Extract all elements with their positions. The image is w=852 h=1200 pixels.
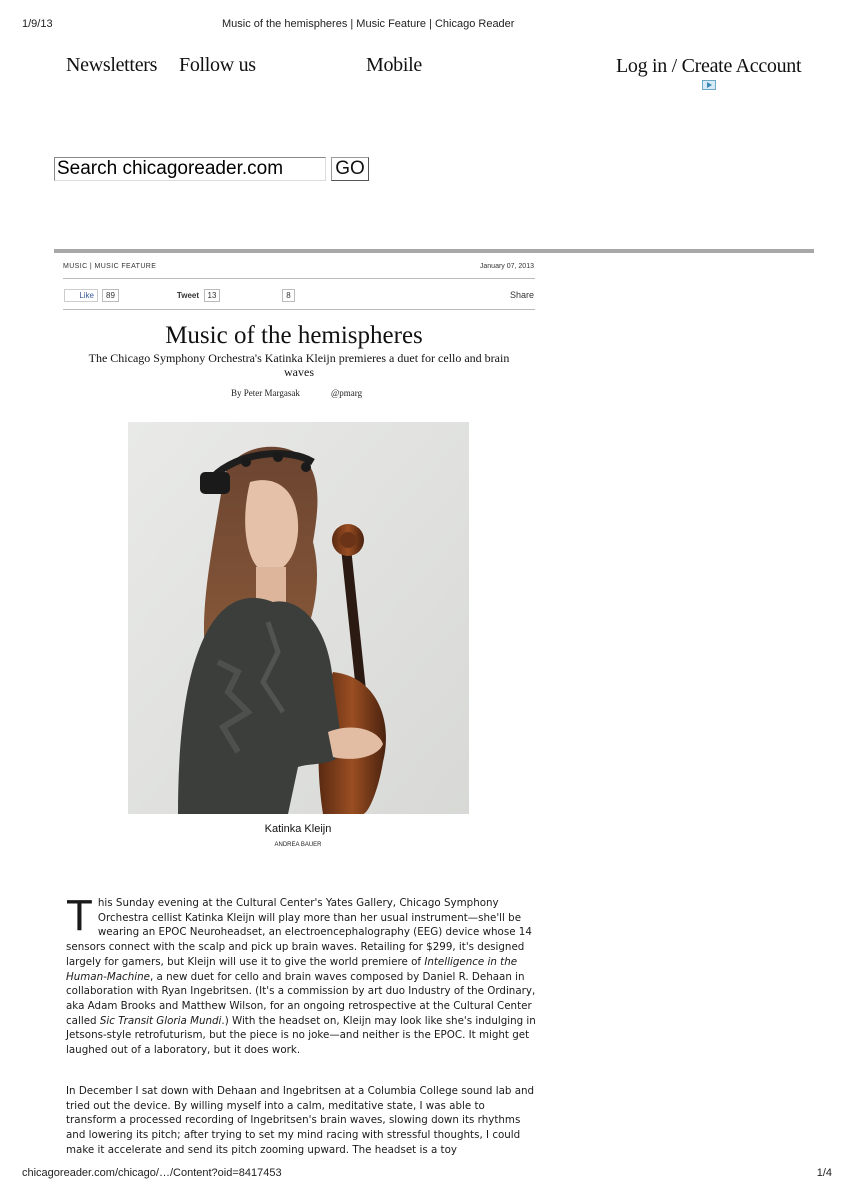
para1-text-b: , a new duet for cello and brain waves composed by Daniel R. Dehaan in collaboration with Ryan Ingebritsen. (It's a commission by art duo Industry of the Ordinary, aka Adam Brooks and Matthew Wilson, for an ongoing retrospective at the Cultural Center called [66, 970, 536, 1027]
print-title: Music of the hemispheres | Music Feature | Chicago Reader [222, 18, 515, 30]
para1-text-a: his Sunday evening at the Cultural Center's Yates Gallery, Chicago Symphony Orchestra cellist Katinka Kleijn will play more than her usual instrument—she'll be wearing an EPOC Neuroheadset, an electroencephalography (EEG) device whose 14 sensors connect with the scalp and pick up brain waves. Retailing for $299, it's designed largely for gamers, but Kleijn will use it to give the world premiere of [66, 897, 532, 968]
photo-credit: ANDREA BAUER [274, 842, 322, 848]
section-divider [54, 249, 814, 253]
login-link[interactable]: Log in / Create Account [616, 55, 802, 77]
social-divider [63, 309, 535, 310]
print-date: 1/9/13 [22, 18, 53, 30]
tweet-button[interactable]: Tweet [176, 291, 199, 300]
print-url: chicagoreader.com/chicago/…/Content?oid=8417453 [22, 1167, 282, 1179]
like-count: 89 [102, 289, 119, 302]
drop-cap: T [66, 891, 93, 940]
para2-text: In December I sat down with Dehaan and Ingebritsen at a Columbia College sound lab and tried out the device. By willing myself into a calm, meditative state, I was able to transform a processed recording of Ingebritsen's brain waves, slowing down its rhythms and lowering its pitch; after trying to set my mind racing with stressful thoughts, I could make it accelerate and send its pitch zooming upward. The headset is a toy [66, 1085, 535, 1156]
article-paragraph-2 [66, 1084, 536, 1158]
go-button[interactable]: GO [331, 157, 369, 181]
share-link[interactable]: Share [509, 290, 534, 300]
follow-us-link[interactable]: Follow us [179, 54, 256, 76]
photo-caption: Katinka Kleijn [264, 823, 332, 835]
tweet-count: 13 [204, 289, 220, 302]
print-page-number: 1/4 [816, 1167, 832, 1179]
plusone-count: 8 [282, 289, 295, 302]
newsletters-link[interactable]: Newsletters [66, 54, 158, 76]
facebook-like-button[interactable]: Like [64, 289, 98, 302]
cellist-photo [128, 422, 469, 814]
article-date: January 07, 2013 [479, 263, 534, 270]
article-dek: The Chicago Symphony Orchestra's Katinka Kleijn premieres a duet for cello and brain waves [88, 351, 510, 379]
search-input[interactable]: Search chicagoreader.com [54, 157, 326, 181]
meta-divider [63, 278, 535, 279]
mobile-link[interactable]: Mobile [366, 54, 422, 76]
article-paragraph-1 [66, 891, 536, 1058]
twitter-handle[interactable]: @pmarg [331, 388, 363, 398]
work-title-1: Intelligence in the Human-Machine [66, 955, 518, 983]
article-headline: Music of the hemispheres [165, 322, 423, 349]
work-title-2: Sic Transit Gloria Mundi [99, 1014, 222, 1027]
ad-choices-icon[interactable] [702, 80, 716, 90]
para1-text-c: .) With the headset on, Kleijn may look like she's indulging in Jetsons-style retrofuturism, but the piece is no joke—and neither is the EPOC. It might get laughed out of a laboratory, but it does work. [66, 1014, 536, 1057]
byline[interactable]: By Peter Margasak [231, 388, 300, 398]
breadcrumb[interactable]: MUSIC | MUSIC FEATURE [63, 263, 157, 270]
